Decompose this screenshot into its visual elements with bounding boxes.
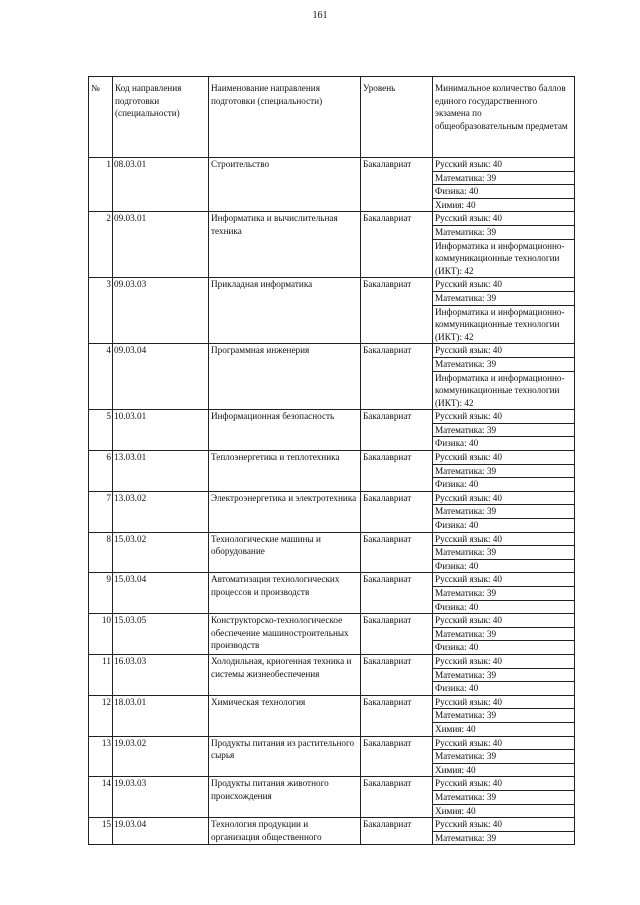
direction-name: Технологические машины и оборудование bbox=[209, 532, 361, 573]
row-number: 10 bbox=[89, 614, 113, 655]
direction-name: Продукты питания из растительного сырья bbox=[209, 736, 361, 777]
education-level: Бакалавриат bbox=[361, 158, 433, 212]
subject-min-score: Математика: 39 bbox=[433, 225, 575, 239]
header-code: Код направления подготовки (специальности) bbox=[113, 77, 209, 158]
education-level: Бакалавриат bbox=[361, 654, 433, 695]
subject-min-score: Математика: 39 bbox=[433, 790, 575, 804]
subject-min-score: Математика: 39 bbox=[433, 627, 575, 641]
direction-name: Технология продукции и организация общественного bbox=[209, 818, 361, 845]
direction-code: 10.03.01 bbox=[113, 410, 209, 451]
table-row bbox=[89, 614, 575, 628]
row-number: 8 bbox=[89, 532, 113, 573]
row-number: 7 bbox=[89, 491, 113, 532]
direction-code: 15.03.02 bbox=[113, 532, 209, 573]
direction-name: Холодильная, криогенная техника и системы жизнеобеспечения bbox=[209, 654, 361, 695]
admission-scores-table bbox=[88, 76, 575, 845]
subject-min-score: Физика: 40 bbox=[433, 641, 575, 655]
row-number: 6 bbox=[89, 451, 113, 492]
subject-min-score: Физика: 40 bbox=[433, 600, 575, 614]
subject-min-score: Русский язык: 40 bbox=[433, 818, 575, 832]
subject-min-score: Русский язык: 40 bbox=[433, 654, 575, 668]
direction-code: 15.03.04 bbox=[113, 573, 209, 614]
direction-name: Программная инженерия bbox=[209, 344, 361, 410]
subject-min-score: Русский язык: 40 bbox=[433, 573, 575, 587]
education-level: Бакалавриат bbox=[361, 278, 433, 344]
subject-min-score: Математика: 39 bbox=[433, 464, 575, 478]
direction-name: Прикладная информатика bbox=[209, 278, 361, 344]
subject-min-score: Физика: 40 bbox=[433, 559, 575, 573]
subject-min-score: Русский язык: 40 bbox=[433, 532, 575, 546]
subject-min-score: Русский язык: 40 bbox=[433, 344, 575, 358]
table-row bbox=[89, 695, 575, 709]
subject-min-score: Физика: 40 bbox=[433, 185, 575, 199]
table-row bbox=[89, 818, 575, 832]
row-number: 5 bbox=[89, 410, 113, 451]
education-level: Бакалавриат bbox=[361, 614, 433, 655]
subject-min-score: Информатика и информационно-коммуникационные технологии (ИКТ): 42 bbox=[433, 305, 575, 344]
header-name: Наименование направления подготовки (специальности) bbox=[209, 77, 361, 158]
table-body bbox=[89, 158, 575, 845]
subject-min-score: Информатика и информационно-коммуникационные технологии (ИКТ): 42 bbox=[433, 371, 575, 410]
subject-min-score: Русский язык: 40 bbox=[433, 410, 575, 424]
row-number: 9 bbox=[89, 573, 113, 614]
subject-min-score: Математика: 39 bbox=[433, 546, 575, 560]
direction-name: Химическая технология bbox=[209, 695, 361, 736]
page-number: 161 bbox=[312, 10, 328, 21]
row-number: 12 bbox=[89, 695, 113, 736]
table-row bbox=[89, 212, 575, 226]
row-number: 15 bbox=[89, 818, 113, 845]
direction-code: 15.03.05 bbox=[113, 614, 209, 655]
table-row bbox=[89, 344, 575, 358]
table-row bbox=[89, 410, 575, 424]
table-row bbox=[89, 736, 575, 750]
education-level: Бакалавриат bbox=[361, 212, 433, 278]
direction-name: Автоматизация технологических процессов и производств bbox=[209, 573, 361, 614]
subject-min-score: Химия: 40 bbox=[433, 198, 575, 212]
subject-min-score: Математика: 39 bbox=[433, 423, 575, 437]
subject-min-score: Русский язык: 40 bbox=[433, 158, 575, 172]
subject-min-score: Математика: 39 bbox=[433, 505, 575, 519]
table-row bbox=[89, 573, 575, 587]
subject-min-score: Математика: 39 bbox=[433, 291, 575, 305]
direction-code: 16.03.03 bbox=[113, 654, 209, 695]
education-level: Бакалавриат bbox=[361, 695, 433, 736]
subject-min-score: Химия: 40 bbox=[433, 804, 575, 818]
row-number: 11 bbox=[89, 654, 113, 695]
row-number: 4 bbox=[89, 344, 113, 410]
direction-name: Продукты питания животного происхождения bbox=[209, 777, 361, 818]
direction-code: 09.03.03 bbox=[113, 278, 209, 344]
row-number: 2 bbox=[89, 212, 113, 278]
education-level: Бакалавриат bbox=[361, 736, 433, 777]
subject-min-score: Русский язык: 40 bbox=[433, 736, 575, 750]
subject-min-score: Русский язык: 40 bbox=[433, 278, 575, 292]
header-level: Уровень bbox=[361, 77, 433, 158]
direction-name: Теплоэнергетика и теплотехника bbox=[209, 451, 361, 492]
row-number: 13 bbox=[89, 736, 113, 777]
subject-min-score: Математика: 39 bbox=[433, 709, 575, 723]
direction-code: 13.03.01 bbox=[113, 451, 209, 492]
direction-name: Информационная безопасность bbox=[209, 410, 361, 451]
subject-min-score: Русский язык: 40 bbox=[433, 212, 575, 226]
direction-code: 18.03.01 bbox=[113, 695, 209, 736]
subject-min-score: Информатика и информационно-коммуникационные технологии (ИКТ): 42 bbox=[433, 239, 575, 278]
education-level: Бакалавриат bbox=[361, 777, 433, 818]
direction-code: 19.03.03 bbox=[113, 777, 209, 818]
subject-min-score: Русский язык: 40 bbox=[433, 695, 575, 709]
subject-min-score: Русский язык: 40 bbox=[433, 491, 575, 505]
education-level: Бакалавриат bbox=[361, 410, 433, 451]
subject-min-score: Математика: 39 bbox=[433, 587, 575, 601]
subject-min-score: Русский язык: 40 bbox=[433, 614, 575, 628]
table-row bbox=[89, 278, 575, 292]
direction-name: Строительство bbox=[209, 158, 361, 212]
row-number: 1 bbox=[89, 158, 113, 212]
subject-min-score: Математика: 39 bbox=[433, 831, 575, 845]
subject-min-score: Физика: 40 bbox=[433, 519, 575, 533]
table-row bbox=[89, 158, 575, 172]
table-header-row bbox=[89, 77, 575, 158]
subject-min-score: Химия: 40 bbox=[433, 763, 575, 777]
subject-min-score: Химия: 40 bbox=[433, 722, 575, 736]
direction-name: Конструкторско-технологическое обеспечение машиностроительных производств bbox=[209, 614, 361, 655]
subject-min-score: Математика: 39 bbox=[433, 171, 575, 185]
table-row bbox=[89, 532, 575, 546]
subject-min-score: Русский язык: 40 bbox=[433, 451, 575, 465]
subject-min-score: Физика: 40 bbox=[433, 682, 575, 696]
row-number: 14 bbox=[89, 777, 113, 818]
table-row bbox=[89, 491, 575, 505]
subject-min-score: Математика: 39 bbox=[433, 750, 575, 764]
header-min-score: Минимальное количество баллов единого государственного экзамена по общеобразовательным предметам bbox=[433, 77, 575, 158]
education-level: Бакалавриат bbox=[361, 344, 433, 410]
subject-min-score: Русский язык: 40 bbox=[433, 777, 575, 791]
table-row bbox=[89, 654, 575, 668]
education-level: Бакалавриат bbox=[361, 491, 433, 532]
row-number: 3 bbox=[89, 278, 113, 344]
education-level: Бакалавриат bbox=[361, 532, 433, 573]
direction-name: Информатика и вычислительная техника bbox=[209, 212, 361, 278]
subject-min-score: Физика: 40 bbox=[433, 478, 575, 492]
header-num: № bbox=[89, 77, 113, 158]
subject-min-score: Математика: 39 bbox=[433, 357, 575, 371]
subject-min-score: Математика: 39 bbox=[433, 668, 575, 682]
direction-code: 19.03.04 bbox=[113, 818, 209, 845]
direction-code: 09.03.04 bbox=[113, 344, 209, 410]
direction-code: 08.03.01 bbox=[113, 158, 209, 212]
direction-code: 13.03.02 bbox=[113, 491, 209, 532]
direction-code: 19.03.02 bbox=[113, 736, 209, 777]
education-level: Бакалавриат bbox=[361, 573, 433, 614]
table-row bbox=[89, 777, 575, 791]
table-row bbox=[89, 451, 575, 465]
education-level: Бакалавриат bbox=[361, 451, 433, 492]
direction-code: 09.03.01 bbox=[113, 212, 209, 278]
direction-name: Электроэнергетика и электротехника bbox=[209, 491, 361, 532]
education-level: Бакалавриат bbox=[361, 818, 433, 845]
subject-min-score: Физика: 40 bbox=[433, 437, 575, 451]
